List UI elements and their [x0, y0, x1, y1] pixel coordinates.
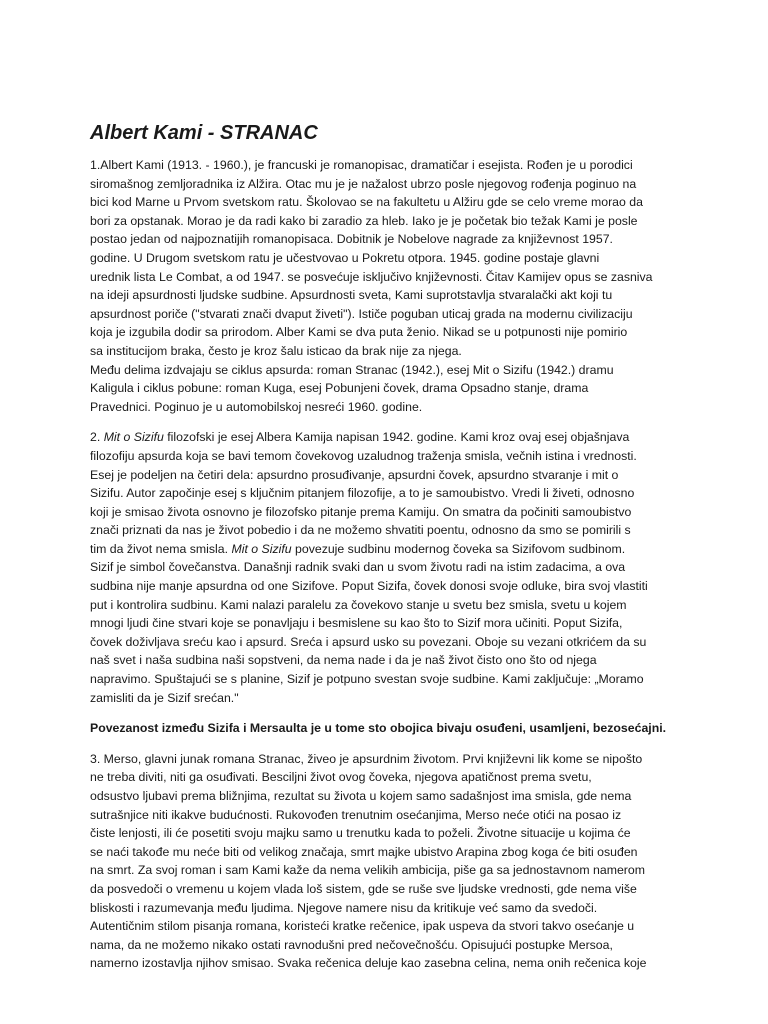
paragraph-mit-o-sizifu	[90, 428, 680, 707]
paragraph-line: se naći takođe mu neće biti od velikog značaja, smrt majke ubistvo Arapina zbog koga će biti osuđen	[90, 844, 638, 859]
paragraph-line: sudbina nije manje apsurdna od one Sizifove. Poput Sizifa, čovek donosi svoje odluke, bira svoj vlastiti	[90, 579, 648, 594]
paragraph-line: 3. Merso, glavni junak romana Stranac, živeo je apsurdnim životom. Prvi književni lik kome se nipošto	[90, 751, 643, 766]
paragraph-line: sutrašnjice niti ikakve budućnosti. Rukovođen trenutnim osećanjima, Merso neće otići na posao iz	[90, 807, 622, 822]
paragraph-line: nama, da ne možemo nikako ostati ravnodušni pred nečovečnošću. Opisujući postupke Mersoa,	[90, 937, 613, 952]
paragraph-line: na ideji apsurdnosti ljudske sudbine. Apsurdnosti sveta, Kami suprotstavlja stvaralački akt koji tu	[90, 288, 613, 303]
document-body	[90, 120, 680, 985]
paragraph-line: bici kod Marne u Prvom svetskom ratu. Školovao se na fakultetu u Alžiru gde se celo vreme morao da	[90, 195, 643, 210]
paragraph-line: naš svet i naša sudbina naši sopstveni, da nema nade i da je naš život čisto ono što od njega	[90, 653, 597, 668]
paragraph-line: bliskosti i razumevanja među ljudima. Njegove namere nisu da kritikuje već samo da svedoči.	[90, 900, 598, 915]
paragraph-line: zamisliti da je Sizif srećan."	[90, 690, 239, 705]
paragraph-line: da posvedoči o vremenu u kojem vlada loš sistem, gde se ruše sve ljudske vrednosti, gde nema više	[90, 881, 637, 896]
paragraph-line: Sizifu. Autor započinje esej s ključnim pitanjem filozofije, a to je samoubistvo. Vredi li živeti, odnosno	[90, 486, 635, 501]
paragraph-line: namerno izostavlja njihov smisao. Svaka rečenica deluje kao zasebna celina, nema onih rečenica koje	[90, 956, 647, 971]
paragraph-line: čovek doživljava sreću kao i apsurd. Sreća i apsurd usko su povezani. Oboje su vezani otkrićem da su	[90, 634, 647, 649]
paragraph-line: Među delima izdvajaju se ciklus apsurda: roman Stranac (1942.), esej Mit o Sizifu (1942.) dramu	[90, 362, 614, 377]
paragraph-line: mnogi ljudi čine stvari koje se ponavljaju i besmislene su kao što to Sizif mora učiniti. Poput Sizifa,	[90, 616, 623, 631]
paragraph-merso	[90, 750, 680, 973]
paragraph-line: ne treba diviti, niti ga osuđivati. Besciljni život ovog čoveka, njegova apatičnost prema svetu,	[90, 770, 592, 785]
paragraph-line: sa institucijom braka, često je kroz šalu isticao da brak nije za njega.	[90, 343, 462, 358]
paragraph-line: filozofiju apsurda koja se bavi temom čovekovog uzaludnog traženja smisla, večnih istina i vrednosti.	[90, 448, 637, 463]
paragraph-line: bori za opstanak. Morao je da radi kako bi zaradio za hleb. Iako je je početak bio težak Kami je posle	[90, 213, 638, 228]
paragraph-line: Pravednici. Poginuo je u automobilskoj nesreći 1960. godine.	[90, 399, 423, 414]
document-title: Albert Kami - STRANAC	[90, 122, 318, 144]
paragraph-biography	[90, 156, 680, 416]
italic-title: Mit o Sizifu	[231, 541, 292, 556]
paragraph-line: na smrt. Za svoj roman i sam Kami kaže da nema velikih ambicija, piše ga sa jednostavnom namerom	[90, 863, 645, 878]
paragraph-line: 2. Mit o Sizifu filozofski je esej Albera Kamija napisan 1942. godine. Kami kroz ovaj esej objašnjava	[90, 430, 630, 445]
paragraph-line: Kaligula i ciklus pobune: roman Kuga, esej Pobunjeni čovek, drama Opsadno stanje, drama	[90, 381, 589, 396]
paragraph-line: čiste lenjosti, ili će posetiti svoju majku samo u trenutku kada to poželi. Životne situacije u kojima će	[90, 826, 631, 841]
paragraph-line: put i kontrolira sudbinu. Kami nalazi paralelu za čovekovo stanje u svetu bez smisla, svetu u kojem	[90, 597, 627, 612]
italic-title: Mit o Sizifu	[103, 430, 164, 445]
paragraph-line: Sizif je simbol čovečanstva. Današnji radnik svaki dan u svom životu radi na istim zadacima, a ova	[90, 560, 626, 575]
paragraph-line: tim da život nema smisla. Mit o Sizifu povezuje sudbinu modernog čoveka sa Sizifovom sudbinom.	[90, 541, 626, 556]
paragraph-line: urednik lista Le Combat, a od 1947. se posvećuje isključivo književnosti. Čitav Kamijev opus se zasniva	[90, 269, 653, 284]
paragraph-line: napravimo. Spuštajući se s planine, Sizif je potpuno svestan svoje sudbine. Kami zaključuje: „Moramo	[90, 672, 644, 687]
paragraph-line: godine. U Drugom svetskom ratu je učestvovao u Pokretu otpora. 1945. godine postaje glavni	[90, 250, 600, 265]
paragraph-line: siromašnog zemljoradnika iz Alžira. Otac mu je je nažalost ubrzo posle njegovog rođenja poginuo na	[90, 176, 637, 191]
paragraph-line: Autentičnim stilom pisanja romana, koristeći kratke rečenice, ipak uspeva da stvori takvo osećanje u	[90, 919, 635, 934]
paragraph-line: Esej je podeljen na četiri dela: apsurdno prosuđivanje, apsurdni čovek, apsurdno stvaranje i mit o	[90, 467, 619, 482]
paragraph-line: koji je smisao života osnovno je filozofsko pitanje prema Kamiju. On smatra da počiniti samoubistvo	[90, 504, 632, 519]
paragraph-line: koja je izgubila dodir sa prirodom. Alber Kami se dva puta ženio. Nikad se u potpunosti nije pomirio	[90, 325, 628, 340]
paragraph-line: postao jedan od najpoznatijih romanopisaca. Dobitnik je Nobelove nagrade za književnost 1957.	[90, 232, 613, 247]
paragraph-line: odsustvo ljubavi prema bližnjima, rezultat su života u kojem samo sadašnjost ima smisla, gde nema	[90, 789, 632, 803]
paragraph-line: znači priznati da nas je život pobedio i da ne možemo shvatiti poentu, odnosno da smo se pomirili s	[90, 523, 631, 538]
paragraph-connection: Povezanost između Sizifa i Mersaulta je u tome sto obojica bivaju osuđeni, usamljeni, bezosećajni.	[90, 721, 667, 736]
paragraph-line: apsurdnost poriče ("stvarati znači dvaput živeti"). Ističe poguban uticaj grada na modernu civilizaciju	[90, 306, 633, 321]
paragraph-line: 1.Albert Kami (1913. - 1960.), je francuski je romanopisac, dramatičar i esejista. Rođen je u porodici	[90, 158, 633, 172]
